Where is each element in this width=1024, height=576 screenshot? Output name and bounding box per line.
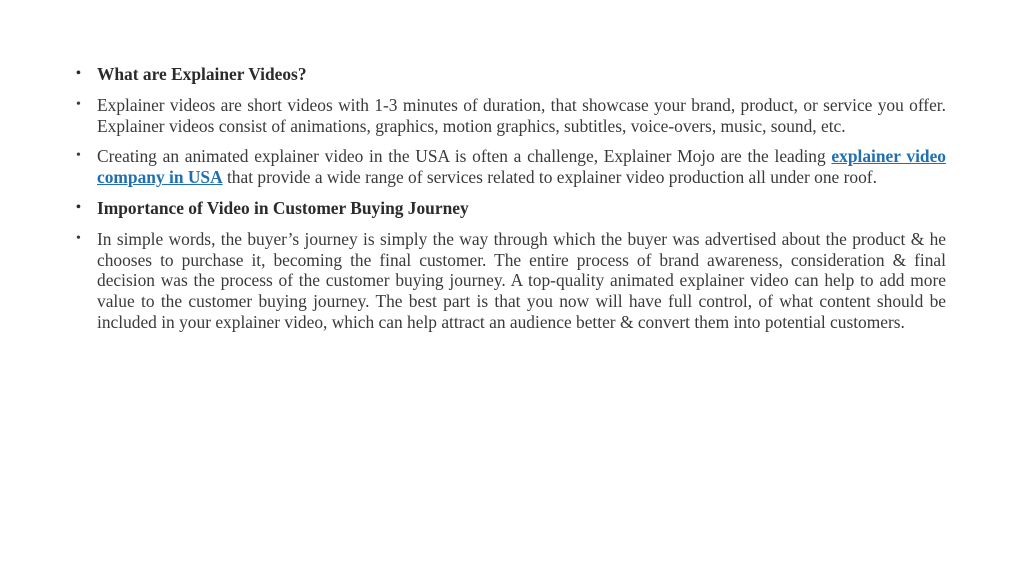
bullet-explainer-mojo: [75, 146, 946, 188]
bullet-dot-icon: •: [76, 230, 81, 246]
explainer-video-company-link[interactable]: explainer video company in USA: [97, 146, 946, 188]
bullet-text-after-link: that provide a wide range of services related to explainer video production all under one roof.: [222, 167, 877, 188]
bullet-dot-icon: •: [76, 66, 81, 81]
bullet-heading-text: What are Explainer Videos?: [97, 64, 307, 84]
bullet-dot-icon: •: [76, 199, 81, 215]
bullet-dot-icon: •: [76, 96, 81, 112]
bullet-heading-text: Importance of Video in Customer Buying Journey: [97, 197, 469, 218]
bullet-text: Explainer videos are short videos with 1-3 minutes of duration, that showcase your brand, product, or service you offer. Explainer videos consist of animations, graphics, motion graphics, subtitles, voice-overs, music, sound, etc.: [97, 94, 946, 136]
bullet-dot-icon: •: [76, 148, 81, 164]
bullet-explainer-definition: [75, 95, 946, 137]
bullet-list: [75, 64, 946, 333]
bullet-text: In simple words, the buyer’s journey is simply the way through which the buyer was advertised about the product & he chooses to purchase it, becoming the final customer. The entire process of brand awareness, consideration & final decision was the process of the customer buying journey. A top-quality animated explainer video can help to add more value to the customer buying journey. The best part is that you now will have full control, of what content should be included in your explainer video, which can help attract an audience better & convert them into potential customers.: [97, 228, 946, 332]
bullet-heading-explainer-videos: [75, 64, 946, 85]
bullet-buyer-journey-description: [75, 229, 946, 333]
bullet-heading-buying-journey: [75, 198, 946, 219]
slide-content: [75, 64, 946, 343]
bullet-text-before-link: Creating an animated explainer video in the USA is often a challenge, Explainer Mojo are the leading: [97, 146, 832, 167]
